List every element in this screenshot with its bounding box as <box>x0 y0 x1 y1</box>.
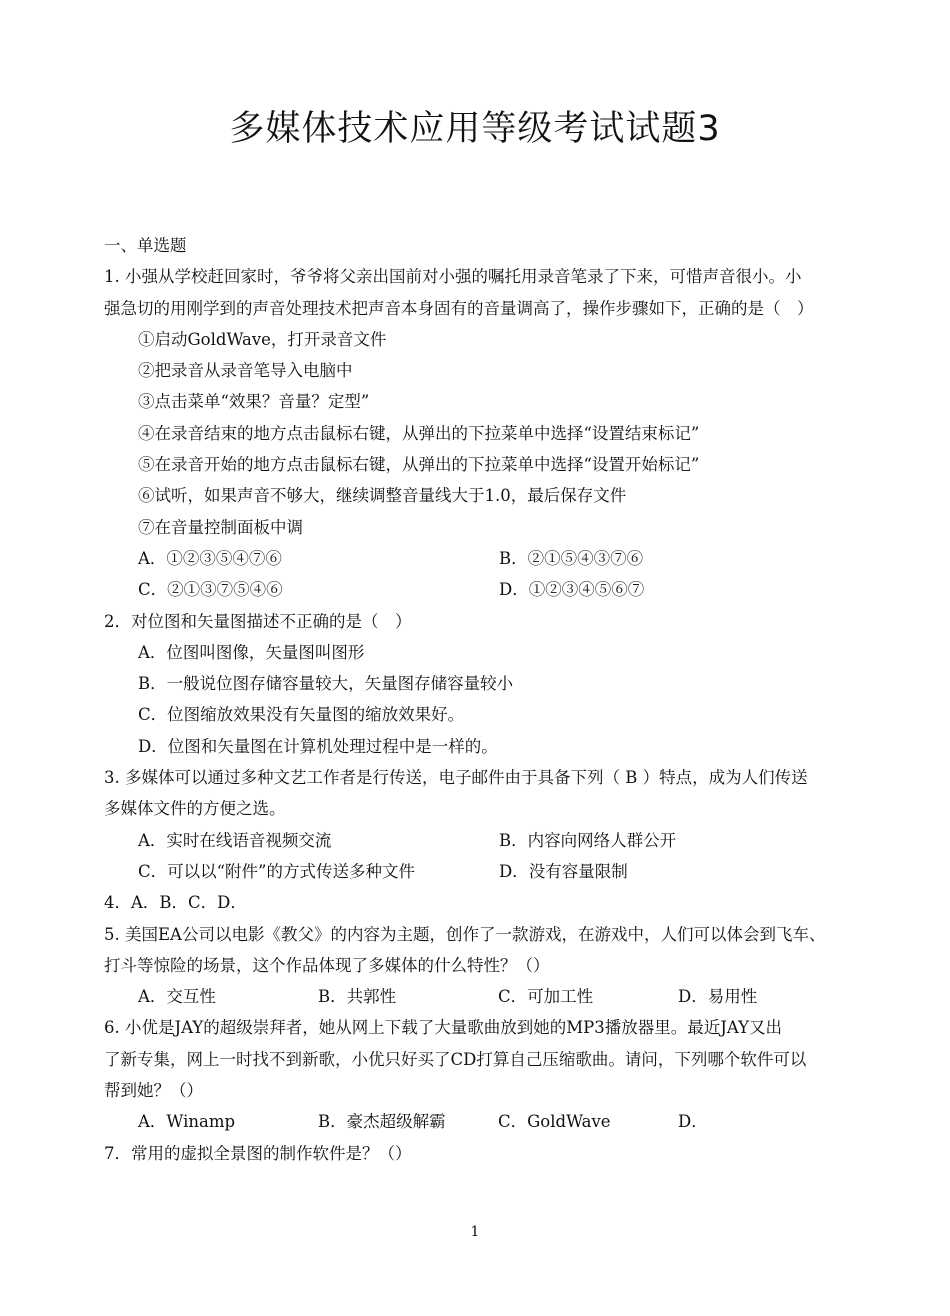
question-stem-line: 1. 小强从学校赶回家时，爷爷将父亲出国前对小强的嘱托用录音笔录了下来，可惜声音很小。小 <box>104 267 802 287</box>
option-c: C．②①③⑦⑤④⑥ <box>138 580 283 600</box>
options-row <box>104 543 854 574</box>
question-stem-line: 3. 多媒体可以通过多种文艺工作者是行传送，电子邮件由于具备下列（ B ）特点，成为人们传送 <box>104 768 808 788</box>
question-5 <box>104 919 854 1013</box>
question-3 <box>104 762 854 887</box>
question-stem-line: 了新专集，网上一时找不到新歌，小优只好买了CD打算自己压缩歌曲。请问，下列哪个软件可以 <box>104 1049 807 1069</box>
option-c: C．可加工性 <box>498 987 594 1007</box>
step-item: ④在录音结束的地方点击鼠标右键，从弹出的下拉菜单中选择“设置结束标记” <box>138 423 700 443</box>
question-4: 4．A．B．C．D． <box>104 893 247 913</box>
step-item: ②把录音从录音笔导入电脑中 <box>138 361 353 381</box>
option-c: C．GoldWave <box>498 1112 611 1132</box>
step-item: ⑥试听，如果声音不够大，继续调整音量线大于1.0，最后保存文件 <box>138 486 627 506</box>
question-6 <box>104 1012 854 1137</box>
document-title: 多媒体技术应用等级考试试题3 <box>229 109 721 149</box>
exam-content <box>104 230 854 1169</box>
question-stem-line: 打斗等惊险的场景，这个作品体现了多媒体的什么特性？（） <box>104 955 550 975</box>
option-d: D．没有容量限制 <box>499 861 628 881</box>
option-b: B．②①⑤④③⑦⑥ <box>499 548 644 568</box>
question-2 <box>104 606 854 762</box>
step-item: ⑦在音量控制面板中调 <box>138 517 303 537</box>
option-b: B．内容向网络人群公开 <box>499 830 677 850</box>
option-a: A．位图叫图像，矢量图叫图形 <box>138 642 365 662</box>
options-row <box>104 981 854 1012</box>
question-stem-line: 6. 小优是JAY的超级崇拜者，她从网上下载了大量歌曲放到她的MP3播放器里。最近JAY又出 <box>104 1018 782 1038</box>
section-heading: 一、单选题 <box>104 236 187 255</box>
option-b: B．共郭性 <box>318 987 397 1007</box>
options-row <box>104 1106 854 1137</box>
option-a: A．实时在线语音视频交流 <box>138 830 332 850</box>
option-a: A．Winamp <box>138 1112 236 1132</box>
question-stem: 2．对位图和矢量图描述不正确的是（ ） <box>104 611 412 631</box>
option-b: B．一般说位图存储容量较大，矢量图存储容量较小 <box>138 674 514 694</box>
option-a: A．①②③⑤④⑦⑥ <box>138 548 282 568</box>
option-d: D． <box>678 1112 708 1132</box>
option-c: C．位图缩放效果没有矢量图的缩放效果好。 <box>138 705 465 725</box>
option-a: A．交互性 <box>138 987 216 1007</box>
options-row <box>104 825 854 856</box>
page-number: 1 <box>470 1224 480 1240</box>
options-row <box>104 856 854 887</box>
question-stem-line: 多媒体文件的方便之选。 <box>104 799 286 819</box>
option-d: D．①②③④⑤⑥⑦ <box>499 580 645 600</box>
question-7: 7．常用的虚拟全景图的制作软件是？（） <box>104 1143 412 1163</box>
options-row <box>104 574 854 605</box>
option-b: B．豪杰超级解霸 <box>318 1112 446 1132</box>
question-stem-line: 强急切的用刚学到的声音处理技术把声音本身固有的音量调高了，操作步骤如下，正确的是（ ） <box>104 298 814 318</box>
step-item: ⑤在录音开始的地方点击鼠标右键，从弹出的下拉菜单中选择“设置开始标记” <box>138 455 700 475</box>
option-d: D．易用性 <box>678 987 758 1007</box>
question-1 <box>104 261 854 605</box>
question-stem-line: 5. 美国EA公司以电影《教父》的内容为主题，创作了一款游戏，在游戏中，人们可以体会到飞车、 <box>104 924 826 944</box>
option-d: D．位图和矢量图在计算机处理过程中是一样的。 <box>138 736 498 756</box>
step-item: ③点击菜单“效果？音量？定型” <box>138 392 370 412</box>
step-item: ①启动GoldWave，打开录音文件 <box>138 329 387 349</box>
question-stem-line: 帮到她？（） <box>104 1081 203 1101</box>
option-c: C．可以以“附件”的方式传送多种文件 <box>138 861 415 881</box>
